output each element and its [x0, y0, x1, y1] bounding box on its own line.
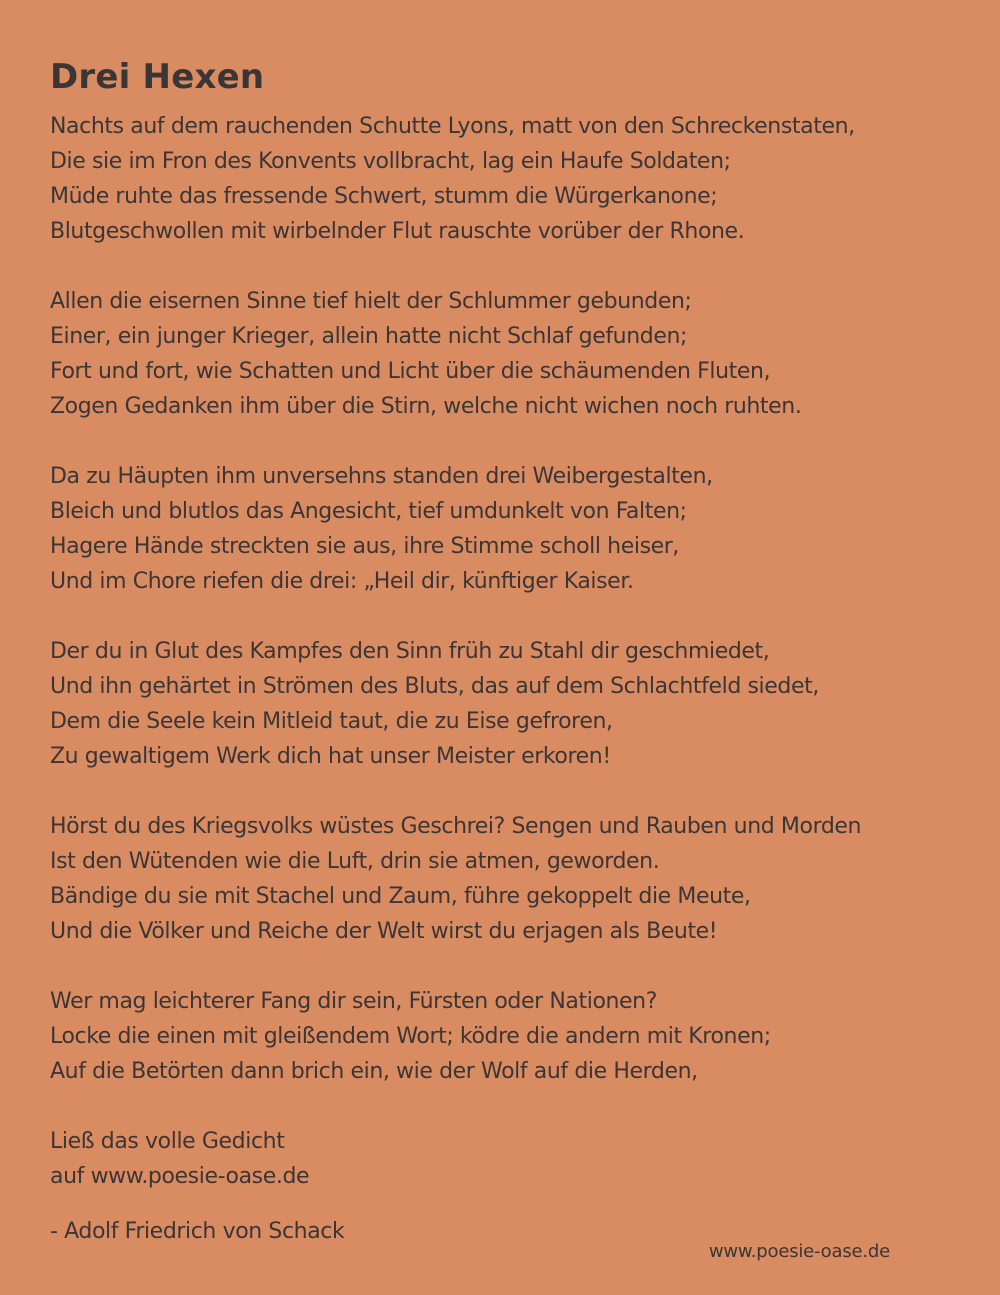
read-more-note	[50, 1124, 950, 1194]
poem-line: Bleich und blutlos das Angesicht, tief umdunkelt von Falten;	[50, 499, 687, 524]
poem-line: Allen die eisernen Sinne tief hielt der Schlummer gebunden;	[50, 289, 692, 314]
poem-line: Der du in Glut des Kampfes den Sinn früh zu Stahl dir geschmiedet,	[50, 639, 770, 664]
poem-line: Zu gewaltigem Werk dich hat unser Meister erkoren!	[50, 744, 611, 769]
poem-line: Einer, ein junger Krieger, allein hatte nicht Schlaf gefunden;	[50, 324, 688, 349]
stanza-4	[50, 634, 950, 774]
footer-url[interactable]: www.poesie-oase.de	[708, 1241, 890, 1262]
poem-line: Nachts auf dem rauchenden Schutte Lyons, matt von den Schreckenstaten,	[50, 114, 855, 139]
poem-line: Und im Chore riefen die drei: „Heil dir, künftiger Kaiser.	[50, 569, 634, 594]
stanza-2	[50, 284, 950, 424]
poem-line: Locke die einen mit gleißendem Wort; ködre die andern mit Kronen;	[50, 1024, 771, 1049]
stanza-1	[50, 109, 950, 249]
poem-line: Und die Völker und Reiche der Welt wirst du erjagen als Beute!	[50, 919, 718, 944]
poem-line: Blutgeschwollen mit wirbelnder Flut rauschte vorüber der Rhone.	[50, 219, 745, 244]
poem-line: Hagere Hände streckten sie aus, ihre Stimme scholl heiser,	[50, 534, 680, 559]
poem-line: Wer mag leichterer Fang dir sein, Fürsten oder Nationen?	[50, 989, 658, 1014]
poem-line: Ist den Wütenden wie die Luft, drin sie atmen, geworden.	[50, 849, 660, 874]
stanza-6	[50, 984, 950, 1089]
read-more-line: Ließ das volle Gedicht	[50, 1129, 285, 1154]
poem-author: - Adolf Friedrich von Schack	[50, 1219, 345, 1244]
read-more-url-line[interactable]: auf www.poesie-oase.de	[50, 1164, 310, 1189]
stanza-3	[50, 459, 950, 599]
poem-line: Bändige du sie mit Stachel und Zaum, führe gekoppelt die Meute,	[50, 884, 751, 909]
stanza-5	[50, 809, 950, 949]
poem-line: Hörst du des Kriegsvolks wüstes Geschrei? Sengen und Rauben und Morden	[50, 814, 862, 839]
poem-page	[50, 55, 950, 1249]
poem-line: Und ihn gehärtet in Strömen des Bluts, das auf dem Schlachtfeld siedet,	[50, 674, 819, 699]
poem-title: Drei Hexen	[50, 57, 265, 97]
poem-line: Die sie im Fron des Konvents vollbracht, lag ein Haufe Soldaten;	[50, 149, 731, 174]
poem-line: Fort und fort, wie Schatten und Licht über die schäumenden Fluten,	[50, 359, 771, 384]
poem-line: Müde ruhte das fressende Schwert, stumm die Würgerkanone;	[50, 184, 718, 209]
poem-line: Zogen Gedanken ihm über die Stirn, welche nicht wichen noch ruhten.	[50, 394, 802, 419]
poem-line: Auf die Betörten dann brich ein, wie der Wolf auf die Herden,	[50, 1059, 698, 1084]
poem-line: Dem die Seele kein Mitleid taut, die zu Eise gefroren,	[50, 709, 613, 734]
poem-line: Da zu Häupten ihm unversehns standen drei Weibergestalten,	[50, 464, 713, 489]
